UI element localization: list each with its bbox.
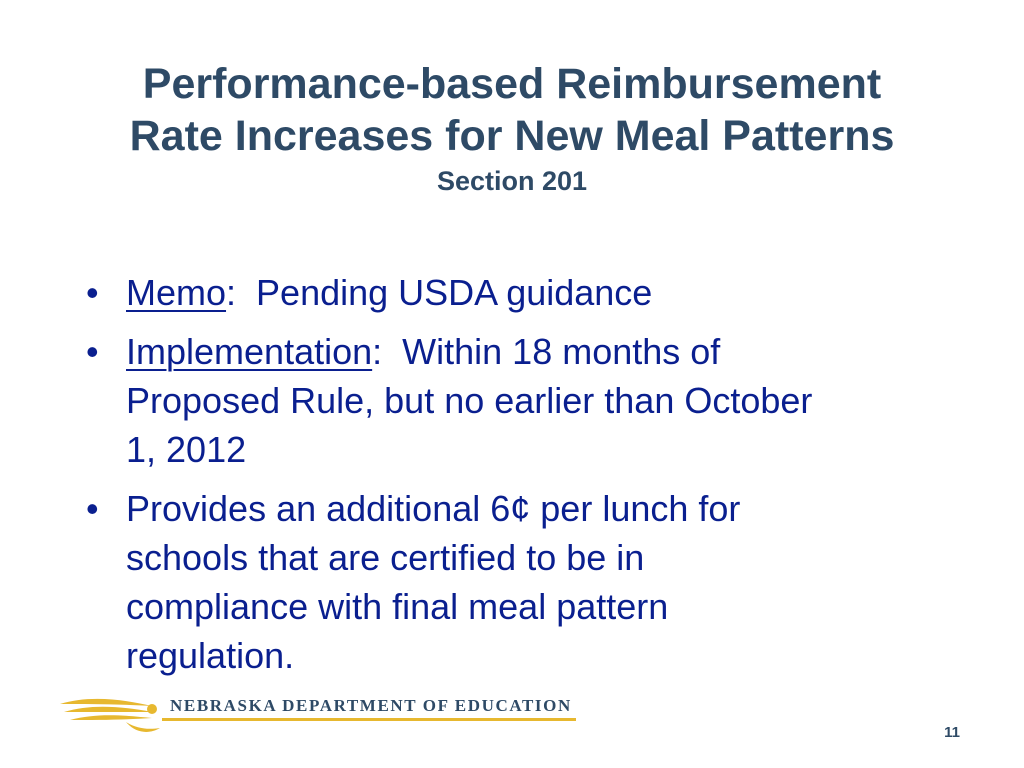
slide-subtitle: Section 201: [436, 166, 588, 196]
bullet-dot: •: [86, 331, 99, 372]
title-line-1: Performance-based Reimbursement: [142, 60, 882, 108]
page-number: 11: [944, 724, 960, 741]
bullet-text-implementation: Within 18 months of Proposed Rule, but no earlier than October 1, 2012: [126, 331, 813, 470]
bullet-item-additional-funding: [86, 484, 846, 680]
bullet-separator: :: [226, 272, 257, 313]
footer-organization-name: NEBRASKA DEPARTMENT OF EDUCATION: [170, 696, 572, 715]
nebraska-education-logo-icon: [56, 682, 176, 738]
bullet-dot: •: [86, 272, 99, 313]
slide-title: [0, 58, 1024, 198]
bullet-label-implementation: Implementation: [126, 331, 373, 372]
footer-divider: [162, 718, 576, 721]
bullet-item-implementation: [86, 327, 846, 474]
bullet-dot: •: [86, 488, 99, 529]
title-line-2: Rate Increases for New Meal Patterns: [129, 112, 895, 160]
bullet-item-memo: [86, 268, 846, 317]
bullet-text-memo: Pending USDA guidance: [256, 272, 653, 313]
bullet-separator: :: [372, 331, 403, 372]
bullet-label-memo: Memo: [126, 272, 227, 313]
bullet-text-additional-funding: Provides an additional 6¢ per lunch for schools that are certified to be in compliance with final meal pattern regulation.: [126, 488, 741, 676]
bullet-list: [86, 268, 846, 690]
